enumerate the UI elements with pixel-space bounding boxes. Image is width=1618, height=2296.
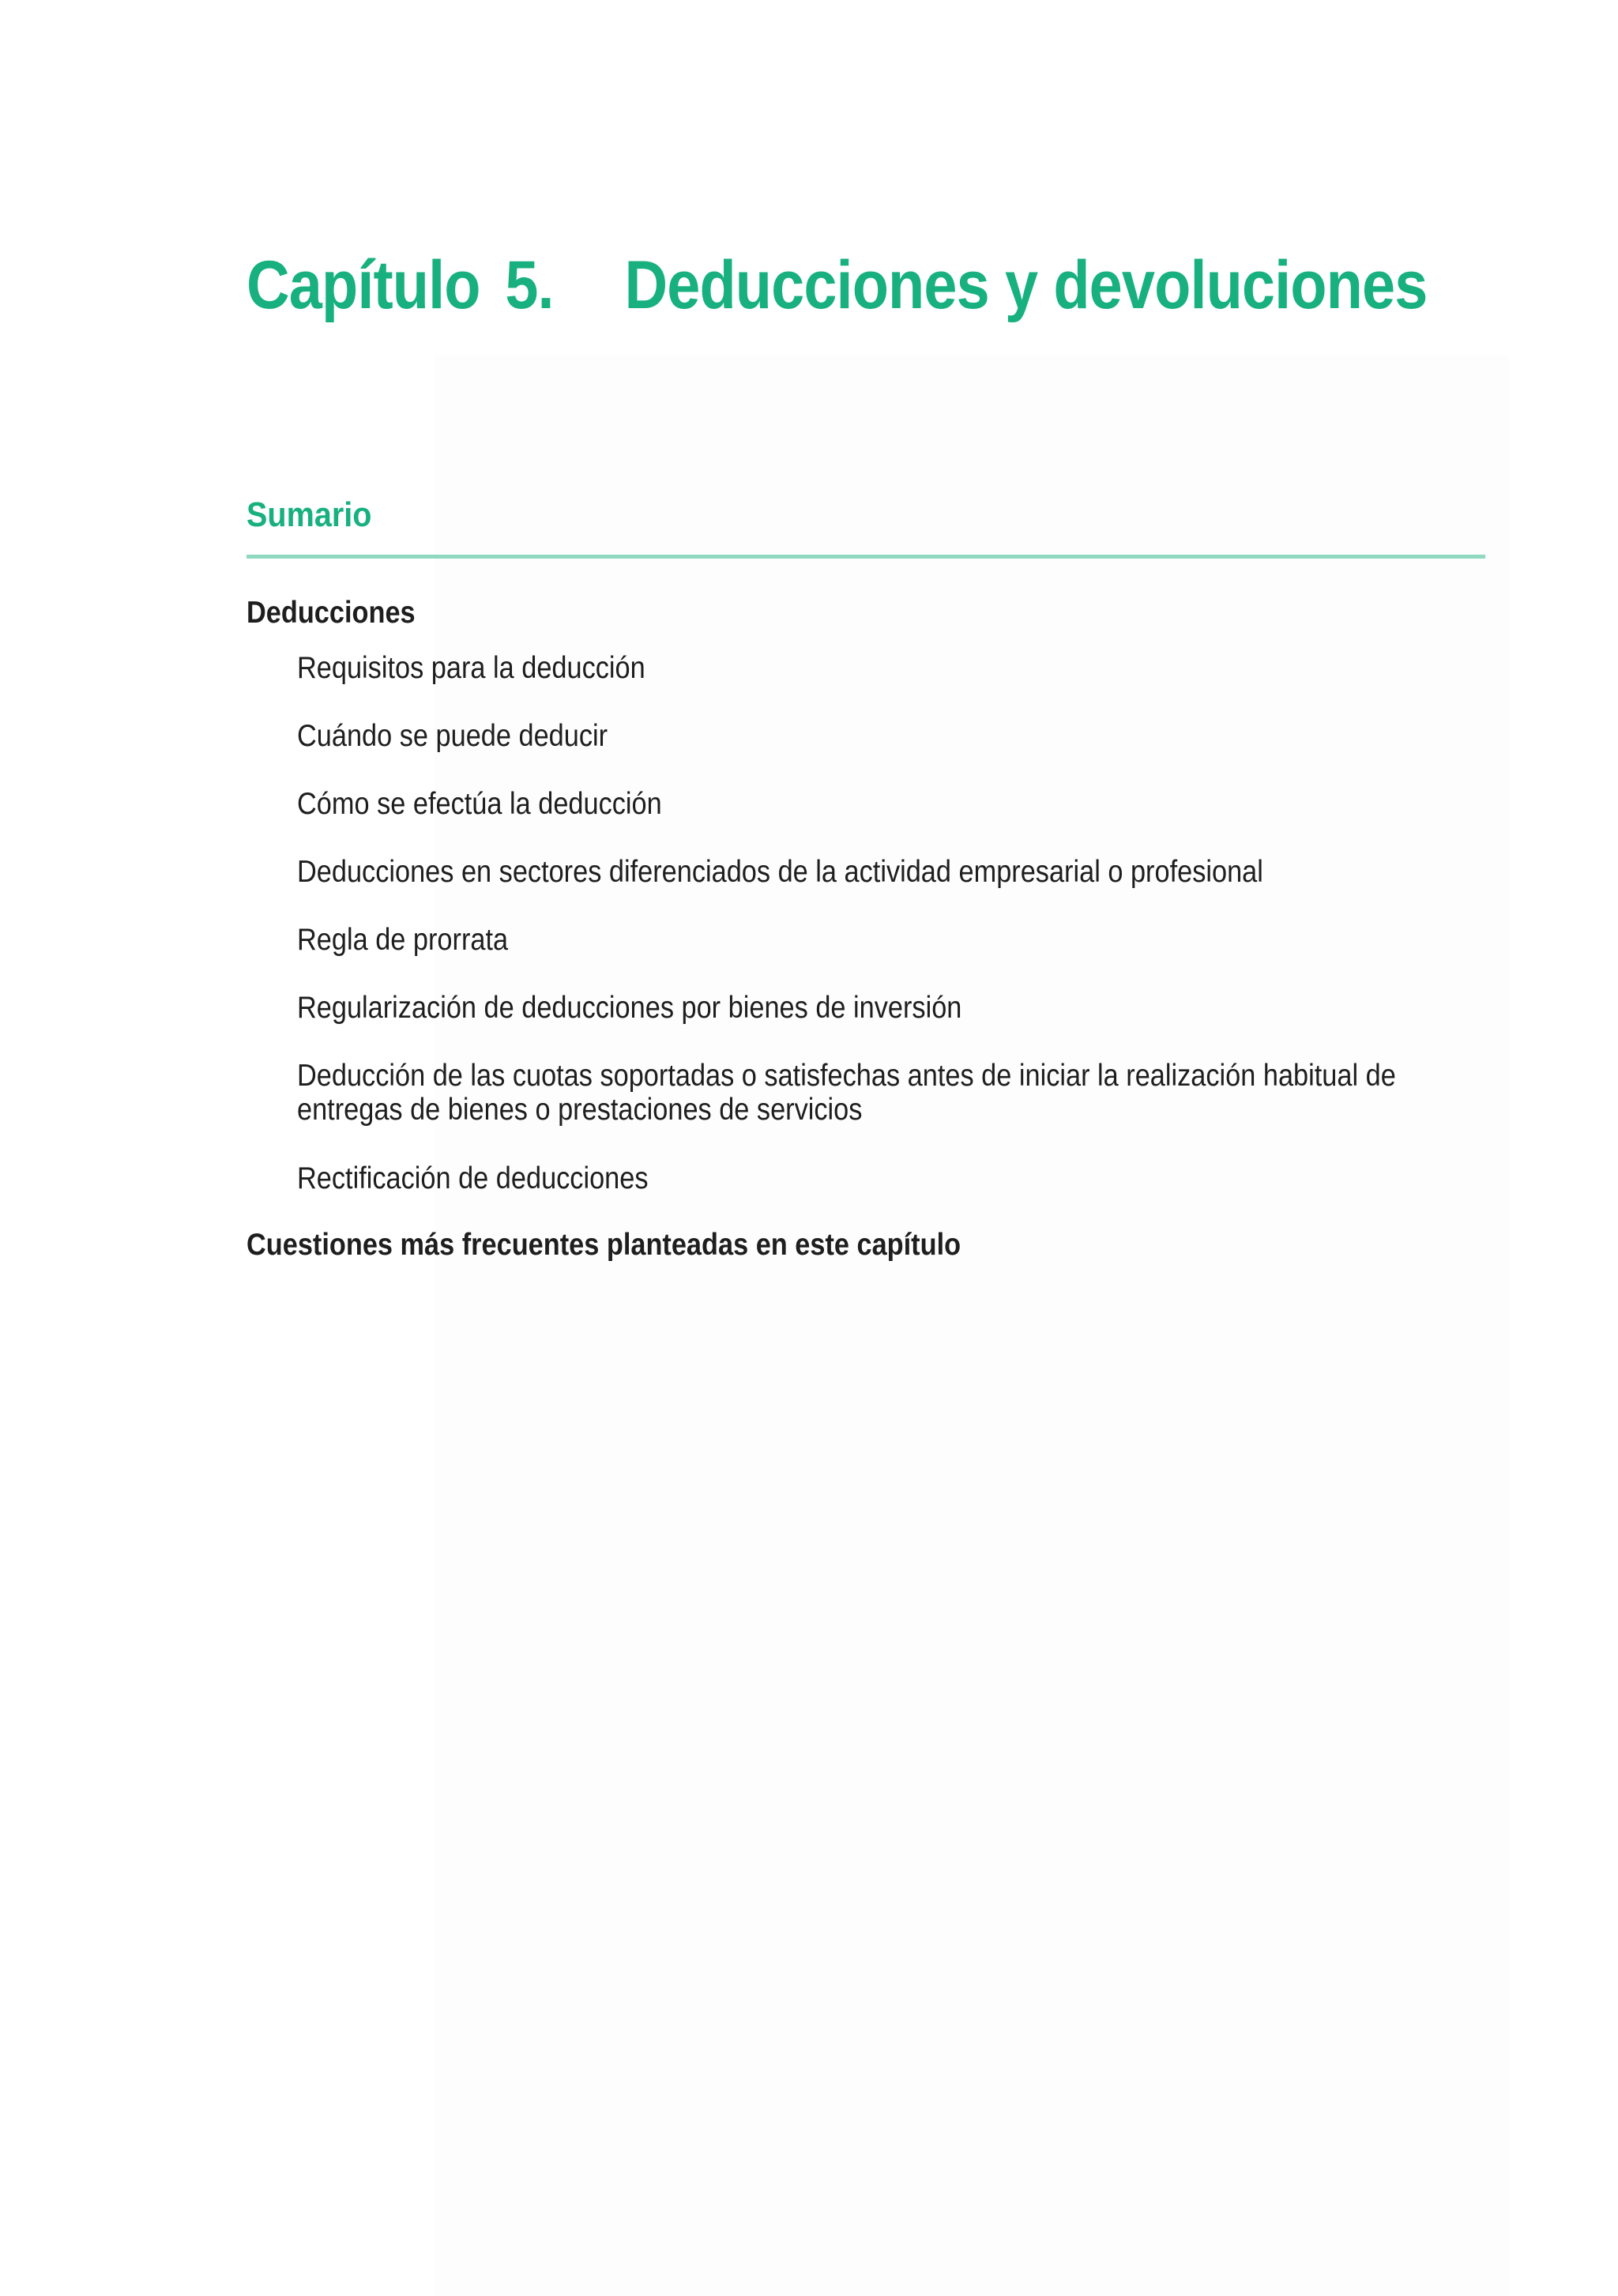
toc-item[interactable]: Requisitos para la deducción <box>297 651 645 685</box>
toc-item[interactable]: Cómo se efectúa la deducción <box>297 787 662 821</box>
toc-item[interactable]: Regularización de deducciones por bienes de inversión <box>297 991 962 1025</box>
summary-heading: Sumario <box>246 495 372 534</box>
toc-item[interactable]: Cuándo se puede deducir <box>297 719 608 753</box>
summary-divider <box>246 555 1485 559</box>
toc-section-cuestiones[interactable]: Cuestiones más frecuentes planteadas en este capítulo <box>246 1228 961 1262</box>
chapter-title <box>246 247 1428 323</box>
toc-item[interactable]: Rectificación de deducciones <box>297 1161 649 1195</box>
chapter-name: Deducciones y devoluciones <box>624 247 1428 323</box>
chapter-label: Capítulo <box>246 247 480 323</box>
toc-section-deducciones[interactable]: Deducciones <box>246 596 416 630</box>
toc-item[interactable]: Deducción de las cuotas soportadas o satisfechas antes de iniciar la realización habitual de entregas de bienes o prestaciones de servicios <box>297 1059 1396 1127</box>
chapter-number: 5. <box>505 247 554 323</box>
page-background <box>435 356 1509 2296</box>
toc-item[interactable]: Deducciones en sectores diferenciados de la actividad empresarial o profesional <box>297 855 1263 889</box>
toc-item[interactable]: Regla de prorrata <box>297 923 509 957</box>
